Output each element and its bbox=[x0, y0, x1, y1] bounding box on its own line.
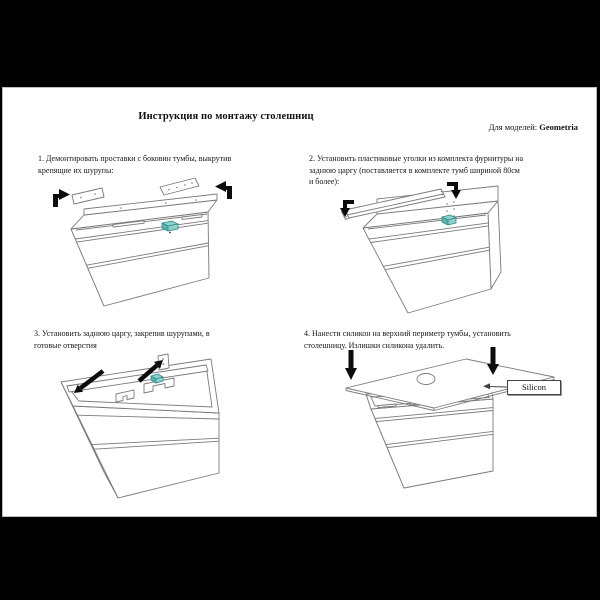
instruction-page bbox=[2, 87, 597, 517]
cabinet-drawing bbox=[61, 354, 219, 498]
cabinet-drawing bbox=[71, 194, 217, 306]
step-2-text: 2. Установить пластиковые уголки из комплекта фурнитуры на заднюю царгу (поставляется в комплекте тумб шириной 80см и более): bbox=[309, 154, 524, 186]
sink-hole bbox=[417, 374, 435, 385]
page-title: Инструкция по монтажу столешниц bbox=[138, 111, 314, 122]
step-4-text: 4. Нанести силикон на верхний периметр тумбы, установить столешницу. Излишки силикона удалить. bbox=[304, 329, 511, 350]
step-1-text: 1. Демонтировать проставки с боковин тумбы, выкрутив крепящие их шурупы: bbox=[38, 154, 232, 175]
step-2-diagram-rear-rail bbox=[321, 176, 576, 316]
spacer-strip-left bbox=[72, 188, 104, 204]
press-arrow-down-left-icon bbox=[345, 350, 357, 380]
step-4-diagram-countertop bbox=[316, 346, 581, 516]
step-1-diagram-cabinet-spacers bbox=[46, 173, 301, 316]
bent-arrow-up-left-icon bbox=[215, 181, 232, 199]
bent-arrow-up-right-icon bbox=[53, 189, 70, 207]
spacer-strip-right bbox=[160, 178, 199, 195]
models-note bbox=[489, 122, 578, 132]
step-3-diagram-screw-rail bbox=[46, 349, 306, 506]
step-3-text: 3. Установить заднюю царгу, закрепив шурупами, в готовые отверстия bbox=[34, 329, 210, 350]
silicon-callout-label: Silicon bbox=[507, 380, 561, 395]
models-value: Geometria bbox=[539, 122, 578, 132]
models-label: Для моделей: bbox=[488, 122, 538, 132]
